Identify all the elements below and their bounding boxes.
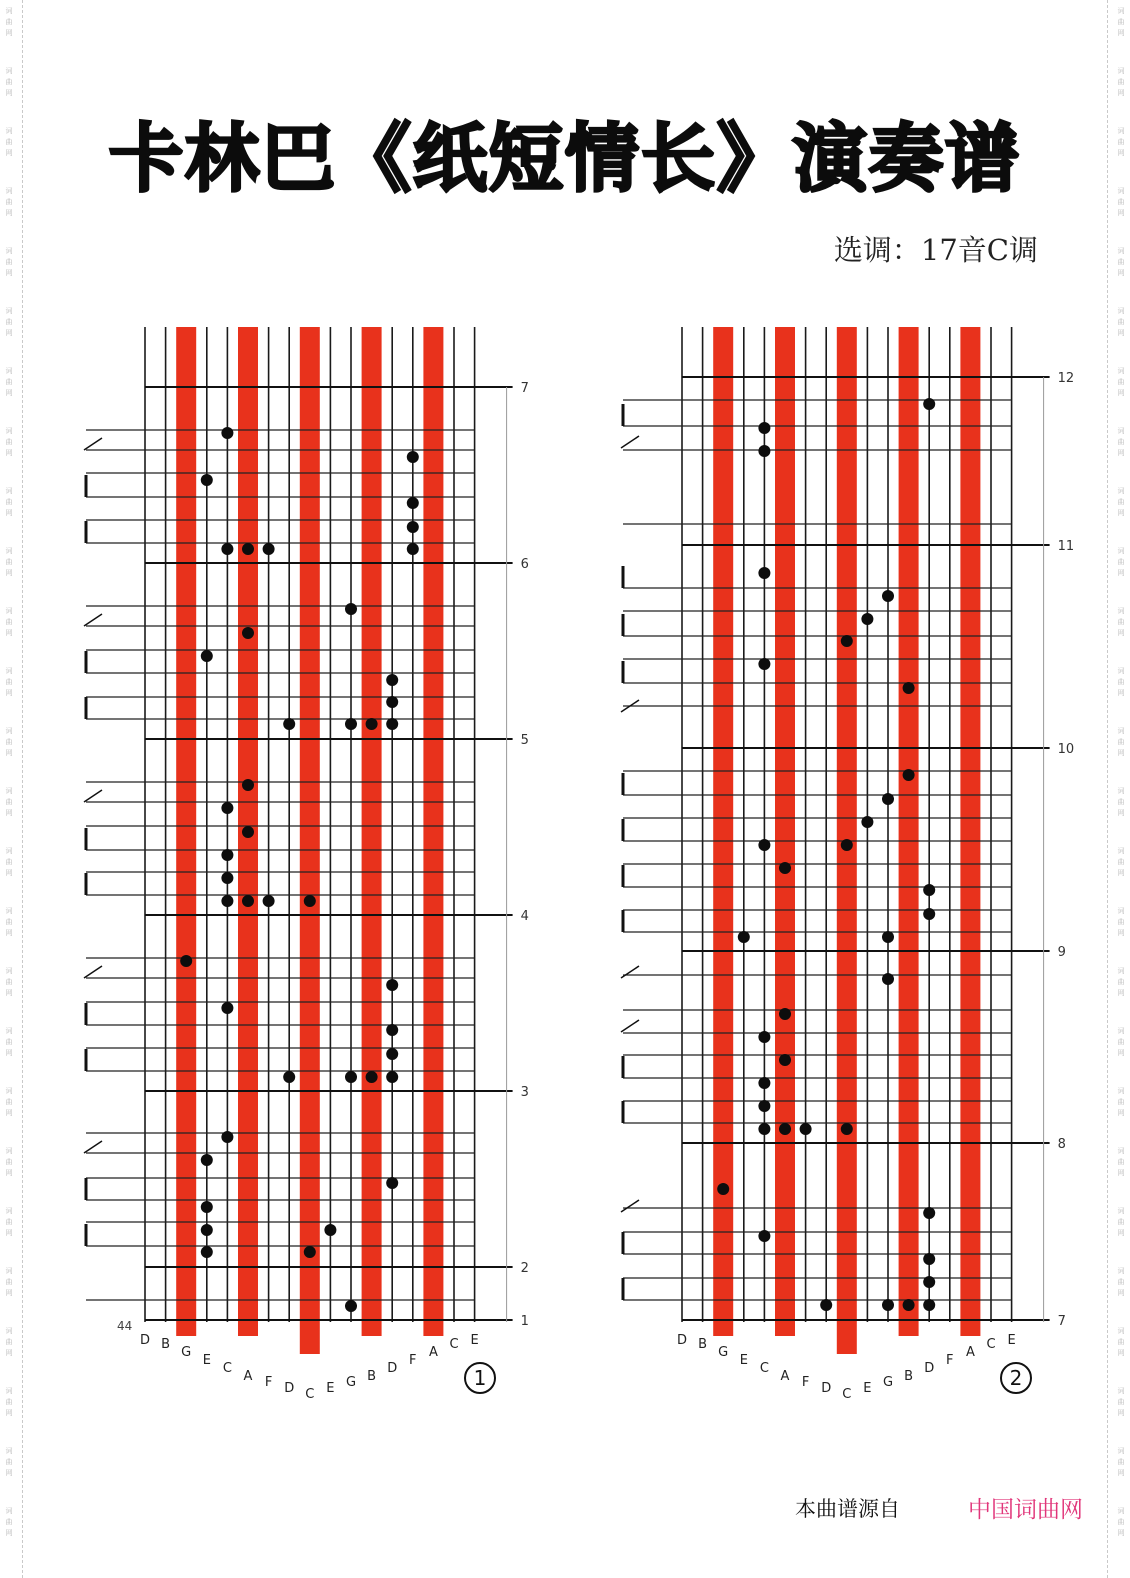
watermark-glyph: 词 曲 网 [5,547,13,577]
note-dot [758,1077,770,1089]
slur-mark [621,1200,639,1212]
measure-number: 8 [1057,1137,1066,1152]
tine-note-label: E [863,1381,872,1396]
slur-mark [621,966,639,978]
note-dot [283,1071,295,1083]
tine-note-label: E [326,1381,335,1396]
watermark-glyph: 词 曲 网 [1117,307,1125,337]
note-dot [201,1201,213,1213]
watermark-glyph: 词 曲 网 [1117,67,1125,97]
tine-note-label: A [780,1369,790,1384]
note-dot [221,1131,233,1143]
note-dot [758,1031,770,1043]
note-dot [758,422,770,434]
note-dot [800,1123,812,1135]
note-dot [386,1024,398,1036]
tine-note-label: F [264,1375,273,1390]
watermark-glyph: 词 曲 网 [1117,1147,1125,1177]
note-dot [758,445,770,457]
watermark-glyph: 词 曲 网 [5,847,13,877]
measure-number: 6 [520,557,529,572]
red-tine [960,327,980,1336]
note-dot [201,1224,213,1236]
watermark-glyph: 词 曲 网 [5,1147,13,1177]
watermark-glyph: 词 曲 网 [5,907,13,937]
watermark-glyph: 词 曲 网 [1117,367,1125,397]
note-dot [923,1276,935,1288]
watermark-glyph: 词 曲 网 [5,1507,13,1537]
slur-mark [84,966,102,978]
note-dot [758,1100,770,1112]
measure-number: 7 [1057,1314,1066,1329]
page-title: 卡林巴《纸短情长》演奏谱 [109,116,1021,202]
watermark-glyph: 词 曲 网 [5,607,13,637]
note-dot [221,543,233,555]
measure-number: 3 [520,1085,529,1100]
note-dot [923,1207,935,1219]
tine-note-label: F [946,1353,954,1368]
watermark-glyph: 词 曲 网 [5,307,13,337]
watermark-glyph: 词 曲 网 [1117,1507,1125,1537]
watermark-glyph: 词 曲 网 [1117,1267,1125,1297]
watermark-glyph: 词 曲 网 [5,1027,13,1057]
note-dot [201,650,213,662]
tine-note-label: E [1007,1333,1016,1348]
tine-note-label: C [222,1361,232,1376]
watermark-glyph: 词 曲 网 [5,1267,13,1297]
note-dot [386,718,398,730]
note-dot [841,1123,853,1135]
watermark-glyph: 词 曲 网 [5,7,13,37]
tine-note-label: E [470,1333,479,1348]
note-dot [201,1154,213,1166]
watermark-glyph: 词 曲 网 [1117,607,1125,637]
note-dot [221,849,233,861]
watermark-glyph: 词 曲 网 [1117,427,1125,457]
watermark-glyph: 词 曲 网 [5,67,13,97]
note-dot [923,884,935,896]
watermark-glyph: 词 曲 网 [1117,1327,1125,1357]
note-dot [221,802,233,814]
watermark-glyph: 词 曲 网 [1117,967,1125,997]
watermark-glyph: 词 曲 网 [1117,247,1125,277]
watermark-glyph: 词 曲 网 [1117,667,1125,697]
measure-number: 1 [520,1314,529,1329]
note-dot [263,895,275,907]
watermark-glyph: 词 曲 网 [5,187,13,217]
note-dot [345,1071,357,1083]
tine-note-label: D [387,1361,398,1376]
note-dot [820,1299,832,1311]
note-dot [882,973,894,985]
note-dot [758,567,770,579]
note-dot [407,451,419,463]
tine-note-label: A [243,1369,253,1384]
tine-note-label: C [449,1337,459,1352]
tab-panel-2 [621,327,1074,1402]
red-tine [423,327,443,1336]
note-dot [758,839,770,851]
watermark-glyph: 词 曲 网 [1117,7,1125,37]
watermark-glyph: 词 曲 网 [1117,1447,1125,1477]
note-dot [738,931,750,943]
red-tine [176,327,196,1336]
tine-note-label: D [821,1381,832,1396]
source-label: 本曲谱源自 [795,1497,900,1521]
watermark-glyph: 词 曲 网 [1117,487,1125,517]
note-dot [779,1008,791,1020]
tine-note-label: B [367,1369,377,1384]
slur-mark [84,790,102,802]
tab-panel-1 [84,327,529,1402]
note-dot [923,398,935,410]
watermark-glyph: 词 曲 网 [1117,1387,1125,1417]
tine-note-label: D [676,1333,688,1348]
note-dot [386,979,398,991]
note-dot [386,674,398,686]
note-dot [366,1071,378,1083]
note-dot [882,931,894,943]
note-dot [221,427,233,439]
panel-number: 2 [1009,1366,1023,1390]
note-dot [407,543,419,555]
note-dot [923,1253,935,1265]
tine-note-label: D [139,1333,151,1348]
note-dot [242,895,254,907]
note-dot [324,1224,336,1236]
measure-number: 9 [1057,945,1066,960]
tine-note-label: C [986,1337,996,1352]
note-dot [366,718,378,730]
tine-note-label: E [739,1353,748,1368]
watermark-glyph: 词 曲 网 [5,667,13,697]
note-dot [758,1123,770,1135]
watermark-glyph: 词 曲 网 [5,367,13,397]
note-dot [923,908,935,920]
note-dot [386,1048,398,1060]
slur-mark [621,1020,639,1032]
watermark-glyph: 词 曲 网 [1117,847,1125,877]
tine-note-label: G [882,1375,894,1390]
note-dot [386,696,398,708]
key-label: 选调：17音C调 [833,233,1038,267]
note-dot [923,1299,935,1311]
watermark-glyph: 词 曲 网 [5,1447,13,1477]
note-dot [201,474,213,486]
note-dot [345,718,357,730]
note-dot [779,1054,791,1066]
note-dot [861,613,873,625]
slur-mark [621,436,639,448]
tine-note-label: A [965,1345,975,1360]
note-dot [283,718,295,730]
note-dot [882,1299,894,1311]
slur-mark [84,438,102,450]
tine-note-label: A [428,1345,438,1360]
watermark-glyph: 词 曲 网 [5,787,13,817]
note-dot [242,826,254,838]
tine-note-label: C [759,1361,769,1376]
note-dot [242,627,254,639]
watermark-glyph: 词 曲 网 [5,727,13,757]
note-dot [407,521,419,533]
measure-number: 11 [1057,539,1075,554]
note-dot [758,1230,770,1242]
watermark-glyph: 词 曲 网 [1117,1027,1125,1057]
note-dot [263,543,275,555]
slur-mark [84,1141,102,1153]
note-dot [779,1123,791,1135]
note-dot [407,497,419,509]
watermark-glyph: 词 曲 网 [5,487,13,517]
measure-number: 5 [520,733,529,748]
slur-mark [84,614,102,626]
watermark-glyph: 词 曲 网 [5,247,13,277]
watermark-glyph: 词 曲 网 [1117,187,1125,217]
watermark-glyph: 词 曲 网 [1117,1207,1125,1237]
time-signature: 44 [117,1319,133,1333]
watermark-glyph: 词 曲 网 [5,967,13,997]
tine-note-label: E [202,1353,211,1368]
watermark-glyph: 词 曲 网 [5,1207,13,1237]
measure-number: 7 [520,381,529,396]
watermark-glyph: 词 曲 网 [5,427,13,457]
note-dot [386,1177,398,1189]
note-dot [841,635,853,647]
note-dot [717,1183,729,1195]
tine-note-label: F [801,1375,810,1390]
note-dot [242,543,254,555]
note-dot [345,603,357,615]
watermark-glyph: 词 曲 网 [1117,727,1125,757]
tine-note-label: C [305,1387,315,1402]
tine-note-label: B [161,1337,171,1352]
note-dot [779,862,791,874]
watermark-glyph: 词 曲 网 [5,1087,13,1117]
watermark-glyph: 词 曲 网 [1117,127,1125,157]
note-dot [345,1300,357,1312]
watermark-glyph: 词 曲 网 [1117,1087,1125,1117]
note-dot [201,1246,213,1258]
note-dot [242,779,254,791]
watermark-glyph: 词 曲 网 [5,1387,13,1417]
source-site-link[interactable]: 中国词曲网 [968,1497,1083,1523]
tine-note-label: C [842,1387,852,1402]
red-tine [362,327,382,1336]
note-dot [221,895,233,907]
note-dot [304,1246,316,1258]
panel-number: 1 [473,1366,487,1390]
measure-number: 2 [520,1261,529,1276]
measure-number: 10 [1057,742,1075,757]
tine-note-label: G [181,1345,192,1360]
note-dot [304,895,316,907]
tine-note-label: B [698,1337,708,1352]
note-dot [758,658,770,670]
watermark-glyph: 词 曲 网 [1117,907,1125,937]
red-tine [775,327,795,1336]
note-dot [903,682,915,694]
note-dot [841,839,853,851]
watermark-glyph: 词 曲 网 [1117,787,1125,817]
note-dot [386,1071,398,1083]
watermark-glyph: 词 曲 网 [5,127,13,157]
note-dot [903,1299,915,1311]
red-tine [899,327,919,1336]
watermark-glyph: 词 曲 网 [1117,547,1125,577]
note-dot [221,872,233,884]
tine-note-label: F [409,1353,417,1368]
watermark-glyph: 词 曲 网 [5,1327,13,1357]
tine-note-label: G [345,1375,357,1390]
note-dot [882,590,894,602]
tine-note-label: D [284,1381,295,1396]
note-dot [180,955,192,967]
note-dot [221,1002,233,1014]
tine-note-label: G [718,1345,729,1360]
note-dot [861,816,873,828]
tine-note-label: D [924,1361,935,1376]
tine-note-label: B [904,1369,914,1384]
measure-number: 12 [1057,371,1075,386]
note-dot [882,793,894,805]
note-dot [903,769,915,781]
measure-number: 4 [520,909,529,924]
